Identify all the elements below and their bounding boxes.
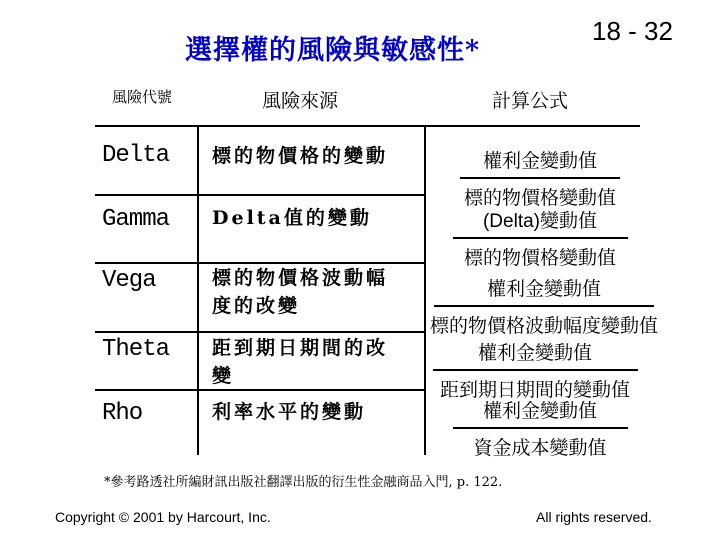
footnote: *參考路透社所編財訊出版社翻譯出版的衍生性金融商品入門, p. 122. — [104, 475, 503, 490]
risk-code-gamma: Gamma — [102, 206, 170, 233]
column-header-code: 風險代號 — [112, 88, 173, 106]
formula-denominator: 標的物價格變動值 — [463, 247, 616, 269]
formula-theta — [430, 338, 640, 402]
fraction-bar — [460, 177, 620, 179]
risk-source-vega: 標的物價格波動幅度的改變 — [212, 267, 389, 317]
rights-text: All rights reserved. — [536, 509, 652, 525]
page-number: 18 - 32 — [592, 16, 673, 46]
formula-rho — [440, 396, 640, 460]
fraction-bar — [434, 305, 654, 307]
fraction-bar — [453, 427, 628, 429]
copyright-text: Copyright © 2001 by Harcourt, Inc. — [55, 509, 271, 525]
formula-vega — [428, 274, 660, 338]
formula-gamma — [440, 206, 640, 270]
risk-code-delta: Delta — [102, 142, 170, 169]
column-header-formula: 計算公式 — [492, 90, 569, 112]
column-divider — [197, 125, 199, 455]
column-divider — [424, 125, 426, 455]
risk-code-vega: Vega — [102, 267, 156, 294]
risk-code-rho: Rho — [102, 400, 143, 427]
formula-numerator: 權利金變動值 — [477, 343, 592, 364]
column-header-source: 風險來源 — [262, 90, 339, 112]
risk-source-gamma: Delta值的變動 — [212, 207, 372, 229]
formula-denominator: 標的物價格波動幅度變動值 — [429, 315, 658, 337]
fraction-bar — [453, 237, 628, 239]
risk-source-rho: 利率水平的變動 — [212, 401, 367, 423]
formula-denominator: 距到期日期間的變動值 — [439, 379, 630, 401]
risk-source-delta: 標的物價格的變動 — [212, 145, 389, 167]
risk-code-theta: Theta — [102, 336, 170, 363]
row-divider — [95, 194, 426, 196]
formula-delta — [440, 146, 640, 210]
fraction-bar — [433, 369, 638, 371]
row-divider — [95, 331, 426, 333]
risk-source-theta: 距到期日期間的改變 — [212, 337, 389, 387]
formula-denominator: 標的物價格變動值 — [463, 187, 616, 209]
formula-numerator: 權利金變動值 — [482, 151, 597, 172]
formula-numerator: 權利金變動值 — [482, 401, 597, 422]
formula-numerator: 權利金變動值 — [486, 279, 601, 300]
formula-denominator: 資金成本變動值 — [473, 437, 607, 459]
table-top-border — [95, 125, 640, 127]
formula-numerator: (Delta)變動值 — [482, 211, 597, 232]
page-title: 選擇權的風險與敏感性* — [185, 35, 481, 66]
